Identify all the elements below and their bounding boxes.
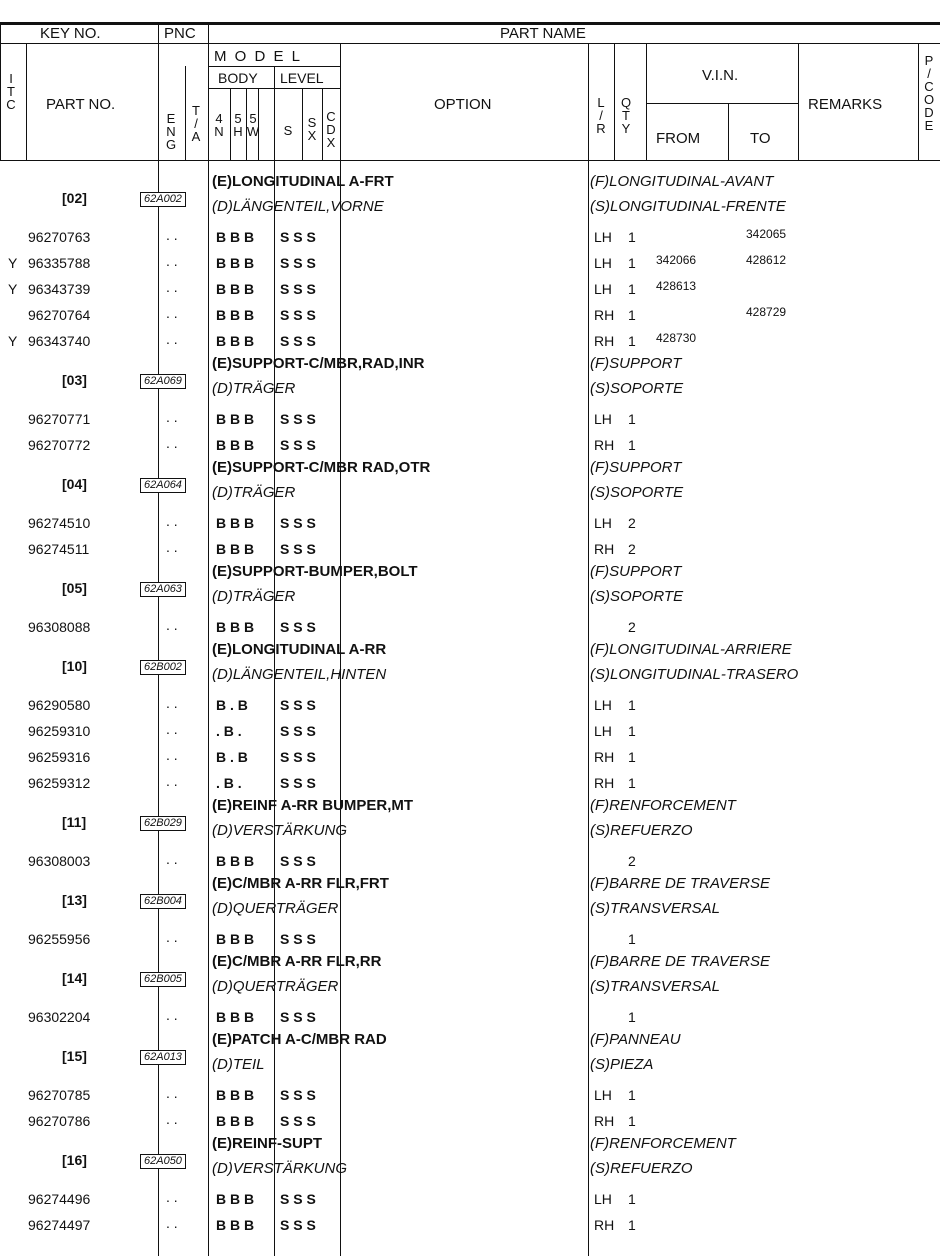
itc-flag: Y — [8, 281, 18, 297]
eng-ta-marks: . . — [166, 1007, 178, 1023]
option-french: (F)RENFORCEMENT — [590, 1135, 736, 1152]
option-english: (E)SUPPORT-C/MBR RAD,OTR — [212, 459, 431, 476]
pnc-code: 62B005 — [140, 972, 186, 987]
part-number: 96335788 — [28, 255, 91, 271]
side: RH — [594, 333, 615, 349]
eng-ta-marks: . . — [166, 513, 178, 529]
option-german: (D)QUERTRÄGER — [212, 900, 339, 917]
quantity: 1 — [628, 697, 636, 713]
level-col-s: S — [283, 123, 293, 138]
key-number: [14] — [62, 970, 87, 986]
level-codes: S S S — [280, 853, 316, 869]
quantity: 1 — [628, 229, 636, 245]
option-english: (E)LONGITUDINAL A-RR — [212, 641, 387, 658]
col-line — [646, 43, 647, 160]
part-number: 96308003 — [28, 853, 91, 869]
pnc-code: 62A063 — [140, 582, 186, 597]
eng-ta-marks: . . — [166, 279, 178, 295]
quantity: 1 — [628, 723, 636, 739]
side: LH — [594, 1191, 612, 1207]
option-english: (E)C/MBR A-RR FLR,RR — [212, 953, 382, 970]
vin-from: 428730 — [656, 331, 697, 345]
side: RH — [594, 775, 615, 791]
col-line — [274, 66, 275, 1256]
level-codes: S S S — [280, 333, 316, 349]
vin-to-header: TO — [750, 130, 771, 147]
side: LH — [594, 723, 612, 739]
col-line — [185, 66, 186, 160]
eng-ta-marks: . . — [166, 227, 178, 243]
quantity: 1 — [628, 281, 636, 297]
option-spanish: (S)TRANSVERSAL — [590, 978, 721, 995]
col-line — [588, 43, 589, 1256]
part-number: 96343740 — [28, 333, 91, 349]
vin-to: 428729 — [746, 305, 787, 319]
quantity: 1 — [628, 749, 636, 765]
key-no-header: KEY NO. — [40, 25, 101, 42]
option-spanish: (S)PIEZA — [590, 1056, 654, 1073]
vin-to: 342065 — [746, 227, 787, 241]
part-name-header: PART NAME — [500, 25, 586, 42]
eng-ta-marks: . . — [166, 409, 178, 425]
option-german: (D)VERSTÄRKUNG — [212, 1160, 348, 1177]
body-codes: B B B — [216, 229, 255, 245]
option-french: (F)RENFORCEMENT — [590, 797, 736, 814]
level-codes: S S S — [280, 541, 316, 557]
quantity: 2 — [628, 619, 636, 635]
quantity: 1 — [628, 437, 636, 453]
key-number: [05] — [62, 580, 87, 596]
key-number: [16] — [62, 1152, 87, 1168]
eng-ta-marks: . . — [166, 331, 178, 347]
col-line — [302, 88, 303, 160]
option-spanish: (S)SOPORTE — [590, 484, 684, 501]
eng-ta-marks: . . — [166, 1215, 178, 1231]
body-codes: B B B — [216, 281, 255, 297]
pnc-code: 62A013 — [140, 1050, 186, 1065]
part-number: 96270764 — [28, 307, 91, 323]
level-codes: S S S — [280, 411, 316, 427]
quantity: 1 — [628, 1009, 636, 1025]
top-rule — [0, 22, 940, 25]
level-col-sx: S X — [307, 115, 317, 143]
side: LH — [594, 697, 612, 713]
side: LH — [594, 281, 612, 297]
body-codes: . B . — [216, 775, 242, 791]
eng-ta-marks: . . — [166, 695, 178, 711]
eng-ta-marks: . . — [166, 747, 178, 763]
body-col-5w: 5 W — [246, 111, 260, 139]
option-french: (F)PANNEAU — [590, 1031, 681, 1048]
option-english: (E)REINF-SUPT — [212, 1135, 322, 1152]
side: LH — [594, 515, 612, 531]
level-col-cdx: C D X — [326, 109, 336, 150]
body-codes: B B B — [216, 1009, 255, 1025]
key-number: [04] — [62, 476, 87, 492]
option-english: (E)LONGITUDINAL A-FRT — [212, 173, 394, 190]
itc-header: I T C — [6, 71, 16, 112]
part-number: 96270786 — [28, 1113, 91, 1129]
body-codes: B B B — [216, 1113, 255, 1129]
side: RH — [594, 1113, 615, 1129]
pnc-code: 62A002 — [140, 192, 186, 207]
option-header: OPTION — [434, 96, 492, 113]
pnc-header: PNC — [164, 25, 196, 42]
quantity: 1 — [628, 1191, 636, 1207]
col-line — [208, 22, 209, 1256]
body-codes: B B B — [216, 515, 255, 531]
eng-ta-marks: . . — [166, 1189, 178, 1205]
eng-ta-marks: . . — [166, 721, 178, 737]
option-english: (E)SUPPORT-C/MBR,RAD,INR — [212, 355, 425, 372]
side: LH — [594, 255, 612, 271]
vin-to: 428612 — [746, 253, 787, 267]
itc-flag: Y — [8, 255, 18, 271]
key-number: [11] — [62, 814, 87, 830]
option-french: (F)SUPPORT — [590, 355, 682, 372]
option-english: (E)REINF A-RR BUMPER,MT — [212, 797, 414, 814]
quantity: 2 — [628, 541, 636, 557]
eng-ta-marks: . . — [166, 929, 178, 945]
level-codes: S S S — [280, 1009, 316, 1025]
option-french: (F)SUPPORT — [590, 563, 682, 580]
vin-from: 342066 — [656, 253, 697, 267]
part-number: 96270772 — [28, 437, 91, 453]
side: RH — [594, 1217, 615, 1233]
eng-ta-marks: . . — [166, 1085, 178, 1101]
level-codes: S S S — [280, 1217, 316, 1233]
option-spanish: (S)LONGITUDINAL-TRASERO — [590, 666, 799, 683]
part-number: 96274496 — [28, 1191, 91, 1207]
part-number: 96274497 — [28, 1217, 91, 1233]
part-no-header: PART NO. — [46, 96, 116, 113]
level-codes: S S S — [280, 281, 316, 297]
option-spanish: (S)REFUERZO — [590, 1160, 693, 1177]
part-number: 96290580 — [28, 697, 91, 713]
body-col-4n: 4 N — [214, 111, 224, 139]
col-line — [322, 88, 323, 160]
option-german: (D)TRÄGER — [212, 588, 296, 605]
quantity: 1 — [628, 775, 636, 791]
col-line — [0, 22, 1, 160]
part-number: 96302204 — [28, 1009, 91, 1025]
quantity: 1 — [628, 1113, 636, 1129]
qty-header: Q T Y — [620, 95, 632, 136]
side: RH — [594, 541, 615, 557]
level-codes: S S S — [280, 1113, 316, 1129]
pnc-code: 62B029 — [140, 816, 186, 831]
part-number: 96274510 — [28, 515, 91, 531]
level-codes: S S S — [280, 775, 316, 791]
level-header: LEVEL — [280, 70, 324, 86]
header-rule-1 — [0, 43, 940, 44]
option-french: (F)BARRE DE TRAVERSE — [590, 953, 771, 970]
body-col-5h: 5 H — [233, 111, 243, 139]
option-french: (F)SUPPORT — [590, 459, 682, 476]
body-codes: B . B — [216, 749, 248, 765]
part-number: 96259312 — [28, 775, 91, 791]
quantity: 1 — [628, 307, 636, 323]
option-spanish: (S)SOPORTE — [590, 588, 684, 605]
part-number: 96343739 — [28, 281, 91, 297]
level-codes: S S S — [280, 255, 316, 271]
body-codes: B . B — [216, 697, 248, 713]
option-spanish: (S)TRANSVERSAL — [590, 900, 721, 917]
key-number: [13] — [62, 892, 87, 908]
key-number: [15] — [62, 1048, 87, 1064]
part-number: 96270763 — [28, 229, 91, 245]
part-number: 96274511 — [28, 541, 90, 557]
part-number: 96259310 — [28, 723, 91, 739]
quantity: 1 — [628, 411, 636, 427]
option-english: (E)PATCH A-C/MBR RAD — [212, 1031, 387, 1048]
level-codes: S S S — [280, 307, 316, 323]
col-line — [798, 43, 799, 160]
part-number: 96270771 — [28, 411, 91, 427]
eng-ta-marks: . . — [166, 435, 178, 451]
level-codes: S S S — [280, 1087, 316, 1103]
body-codes: B B B — [216, 619, 255, 635]
body-codes: B B B — [216, 307, 255, 323]
option-german: (D)VERSTÄRKUNG — [212, 822, 348, 839]
option-german: (D)TEIL — [212, 1056, 265, 1073]
side: LH — [594, 1087, 612, 1103]
side: RH — [594, 749, 615, 765]
option-german: (D)TRÄGER — [212, 380, 296, 397]
level-codes: S S S — [280, 515, 316, 531]
quantity: 1 — [628, 255, 636, 271]
side: RH — [594, 437, 615, 453]
body-codes: B B B — [216, 541, 255, 557]
pnc-code: 62A064 — [140, 478, 186, 493]
part-number: 96308088 — [28, 619, 91, 635]
body-codes: B B B — [216, 411, 255, 427]
quantity: 2 — [628, 515, 636, 531]
col-line — [158, 22, 159, 1256]
model-header: M O D E L — [214, 48, 303, 65]
pnc-code: 62A069 — [140, 374, 186, 389]
ta-header: T / A — [191, 103, 201, 144]
body-codes: B B B — [216, 1087, 255, 1103]
eng-ta-marks: . . — [166, 539, 178, 555]
key-number: [10] — [62, 658, 87, 674]
vin-header: V.I.N. — [702, 67, 739, 84]
vin-from-header: FROM — [656, 130, 701, 147]
level-codes: S S S — [280, 619, 316, 635]
eng-ta-marks: . . — [166, 1111, 178, 1127]
body-codes: B B B — [216, 437, 255, 453]
header-bottom-rule — [0, 160, 940, 161]
quantity: 1 — [628, 1217, 636, 1233]
option-english: (E)SUPPORT-BUMPER,BOLT — [212, 563, 418, 580]
level-codes: S S S — [280, 749, 316, 765]
col-line — [728, 103, 729, 160]
key-number: [02] — [62, 190, 87, 206]
level-codes: S S S — [280, 229, 316, 245]
quantity: 1 — [628, 1087, 636, 1103]
col-line — [26, 43, 27, 160]
body-codes: B B B — [216, 1217, 255, 1233]
option-french: (F)BARRE DE TRAVERSE — [590, 875, 771, 892]
option-german: (D)TRÄGER — [212, 484, 296, 501]
body-codes: B B B — [216, 333, 255, 349]
eng-ta-marks: . . — [166, 253, 178, 269]
body-header: BODY — [218, 70, 258, 86]
body-codes: B B B — [216, 931, 255, 947]
pcode-header: P / C O D E — [923, 53, 935, 133]
vin-from: 428613 — [656, 279, 697, 293]
level-codes: S S S — [280, 723, 316, 739]
pnc-code: 62B004 — [140, 894, 186, 909]
option-german: (D)QUERTRÄGER — [212, 978, 339, 995]
option-english: (E)C/MBR A-RR FLR,FRT — [212, 875, 389, 892]
part-number: 96255956 — [28, 931, 91, 947]
key-number: [03] — [62, 372, 87, 388]
pnc-code: 62B002 — [140, 660, 186, 675]
quantity: 1 — [628, 931, 636, 947]
body-codes: B B B — [216, 853, 255, 869]
vin-rule — [646, 103, 798, 104]
eng-ta-marks: . . — [166, 773, 178, 789]
part-number: 96259316 — [28, 749, 91, 765]
body-codes: B B B — [216, 255, 255, 271]
option-french: (F)LONGITUDINAL-AVANT — [590, 173, 774, 190]
option-spanish: (S)REFUERZO — [590, 822, 693, 839]
part-number: 96270785 — [28, 1087, 91, 1103]
level-codes: S S S — [280, 1191, 316, 1207]
remarks-header: REMARKS — [808, 96, 883, 113]
level-codes: S S S — [280, 437, 316, 453]
eng-header: E N G — [165, 111, 177, 152]
col-line — [918, 43, 919, 160]
side: LH — [594, 229, 612, 245]
lr-header: L / R — [596, 95, 606, 136]
pnc-code: 62A050 — [140, 1154, 186, 1169]
col-line — [614, 43, 615, 160]
level-codes: S S S — [280, 697, 316, 713]
body-codes: B B B — [216, 1191, 255, 1207]
quantity: 1 — [628, 333, 636, 349]
option-spanish: (S)SOPORTE — [590, 380, 684, 397]
option-german: (D)LÄNGENTEIL,HINTEN — [212, 666, 387, 683]
side: LH — [594, 411, 612, 427]
body-codes: . B . — [216, 723, 242, 739]
eng-ta-marks: . . — [166, 305, 178, 321]
option-german: (D)LÄNGENTEIL,VORNE — [212, 198, 384, 215]
level-codes: S S S — [280, 931, 316, 947]
option-french: (F)LONGITUDINAL-ARRIERE — [590, 641, 792, 658]
eng-ta-marks: . . — [166, 851, 178, 867]
quantity: 2 — [628, 853, 636, 869]
side: RH — [594, 307, 615, 323]
eng-ta-marks: . . — [166, 617, 178, 633]
itc-flag: Y — [8, 333, 18, 349]
option-spanish: (S)LONGITUDINAL-FRENTE — [590, 198, 786, 215]
